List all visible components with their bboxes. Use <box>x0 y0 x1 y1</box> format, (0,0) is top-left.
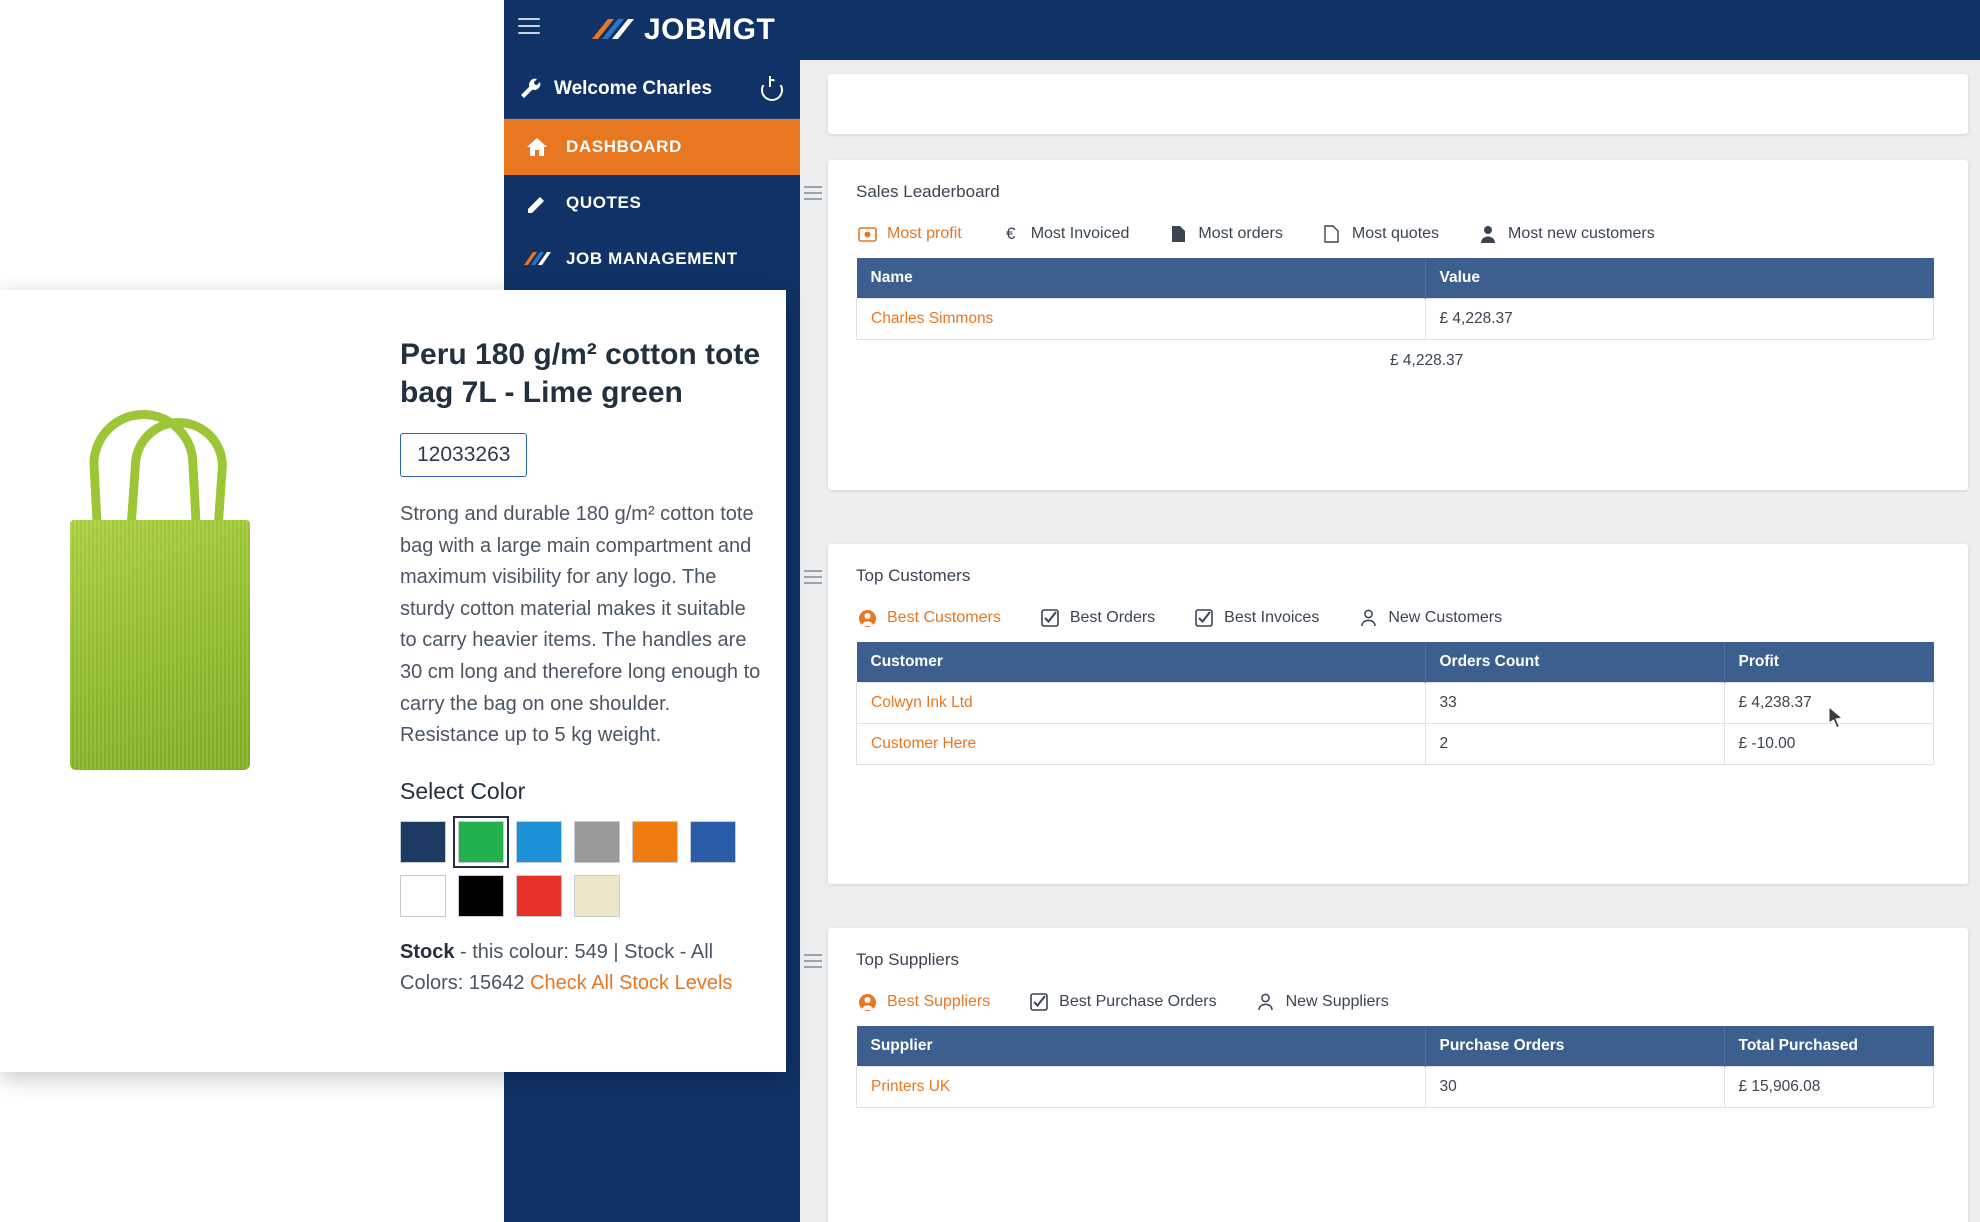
table-header-row <box>857 1026 1934 1067</box>
welcome-text: Welcome Charles <box>554 78 713 99</box>
euro-icon: € <box>1005 224 1016 243</box>
sidebar-item-label: QUOTES <box>566 193 642 212</box>
drag-handle[interactable] <box>804 570 822 584</box>
tab-label: Most new customers <box>1508 225 1655 242</box>
person-icon <box>1477 224 1499 244</box>
column-header: Value <box>1425 258 1934 299</box>
tab-list <box>828 586 1968 642</box>
drag-handle[interactable] <box>804 186 822 200</box>
home-icon <box>520 137 554 157</box>
card-top-customers <box>828 544 1968 884</box>
column-header: Total Purchased <box>1724 1026 1934 1067</box>
top-blank-panel <box>828 74 1968 134</box>
cell-name[interactable]: Charles Simmons <box>857 299 1426 340</box>
color-swatch-navy[interactable] <box>400 821 446 863</box>
check-stock-levels-link[interactable]: Check All Stock Levels <box>530 971 733 994</box>
color-swatch-royal-blue[interactable] <box>690 821 736 863</box>
welcome-row <box>504 60 800 119</box>
product-info <box>400 336 766 999</box>
check-square-icon <box>1028 992 1050 1012</box>
jobmgt-logo-icon <box>520 249 554 269</box>
wrench-icon <box>518 77 544 101</box>
sidebar-item-job-management[interactable] <box>504 231 800 287</box>
color-swatch-row-2 <box>400 875 766 917</box>
tab-most-new-customers[interactable] <box>1477 224 1655 244</box>
cell-purchase-orders: 30 <box>1425 1067 1724 1108</box>
tab-label: New Suppliers <box>1285 993 1389 1010</box>
drag-handle[interactable] <box>804 954 822 968</box>
top-customers-table <box>856 642 1934 765</box>
check-square-icon <box>1039 608 1061 628</box>
tab-new-suppliers[interactable] <box>1255 992 1389 1012</box>
column-header: Name <box>857 258 1426 299</box>
tab-best-purchase-orders[interactable] <box>1028 992 1216 1012</box>
product-image <box>20 330 380 1030</box>
color-swatch-green[interactable] <box>458 821 504 863</box>
tab-label: Best Customers <box>887 609 1001 626</box>
product-description: Strong and durable 180 g/m² cotton tote bag with a large main compartment and maximum visibility for any logo. The sturdy cotton material makes it suitable to carry heavier items. The handles are 30 cm long and therefore long enough to carry the bag on one shoulder. Resistance up to 5 kg weight. <box>400 503 761 747</box>
column-header: Orders Count <box>1425 642 1724 683</box>
color-swatch-cream[interactable] <box>574 875 620 917</box>
check-square-icon <box>1193 608 1215 628</box>
table-header-row <box>857 258 1934 299</box>
sidebar-item-label: DASHBOARD <box>566 137 682 156</box>
column-header: Purchase Orders <box>1425 1026 1724 1067</box>
stock-label: Stock <box>400 940 455 963</box>
mouse-cursor <box>1828 706 1846 730</box>
tab-most-profit[interactable] <box>856 224 962 244</box>
product-sku: 12033263 <box>400 433 527 477</box>
hamburger-icon[interactable] <box>518 18 542 40</box>
sidebar-item-dashboard[interactable] <box>504 119 800 175</box>
user-circle-icon <box>856 992 878 1012</box>
tab-label: Best Suppliers <box>887 993 991 1010</box>
tab-most-orders[interactable] <box>1167 224 1282 244</box>
cell-profit: £ 4,238.37 <box>1724 683 1934 724</box>
table-row <box>857 299 1934 340</box>
column-header: Supplier <box>857 1026 1426 1067</box>
document-icon <box>1167 224 1189 244</box>
column-header: Customer <box>857 642 1426 683</box>
tab-new-customers[interactable] <box>1357 608 1502 628</box>
color-swatch-red[interactable] <box>516 875 562 917</box>
tab-label: Best Invoices <box>1224 609 1320 626</box>
card-title: Top Customers <box>856 566 971 585</box>
color-swatch-row-1 <box>400 821 766 863</box>
cell-value: £ 4,228.37 <box>1425 299 1934 340</box>
product-detail-card <box>0 290 786 1072</box>
user-circle-icon <box>856 608 878 628</box>
cell-customer[interactable]: Customer Here <box>857 724 1426 765</box>
power-icon[interactable] <box>760 76 782 98</box>
card-title: Top Suppliers <box>856 950 960 969</box>
table-row <box>857 724 1934 765</box>
tab-label: Most profit <box>887 225 962 242</box>
table-row <box>857 683 1934 724</box>
cell-customer[interactable]: Colwyn Ink Ltd <box>857 683 1426 724</box>
tab-best-suppliers[interactable] <box>856 992 990 1012</box>
table-total: £ 4,228.37 <box>1390 352 1464 369</box>
color-swatch-orange[interactable] <box>632 821 678 863</box>
cell-total-purchased: £ 15,906.08 <box>1724 1067 1934 1108</box>
tab-list <box>828 202 1968 258</box>
card-title: Sales Leaderboard <box>856 182 1000 201</box>
tab-best-invoices[interactable] <box>1193 608 1319 628</box>
product-title: Peru 180 g/m² cotton tote bag 7L - Lime green <box>400 338 761 409</box>
sidebar-item-quotes[interactable] <box>504 175 800 231</box>
tab-label: New Customers <box>1388 609 1503 626</box>
tab-most-invoiced[interactable] <box>1000 224 1130 244</box>
pencil-icon <box>520 193 554 213</box>
table-header-row <box>857 642 1934 683</box>
stock-info <box>400 937 766 999</box>
column-header: Profit <box>1724 642 1934 683</box>
select-color-label: Select Color <box>400 777 526 804</box>
tab-most-quotes[interactable] <box>1321 224 1439 244</box>
tab-label: Best Orders <box>1069 609 1156 626</box>
tab-best-orders[interactable] <box>1039 608 1155 628</box>
page-icon <box>1321 224 1343 244</box>
stock-text: - this colour: 549 | Stock - All Colors: 15642 <box>400 940 714 994</box>
sidebar-item-label: JOB MANAGEMENT <box>566 249 738 268</box>
user-outline-icon <box>1255 992 1277 1012</box>
brand <box>588 6 775 54</box>
brand-text: JOBMGT <box>644 13 776 46</box>
color-swatch-white[interactable] <box>400 875 446 917</box>
top-bar <box>504 0 1980 60</box>
color-swatch-black[interactable] <box>458 875 504 917</box>
color-swatch-light-blue[interactable] <box>516 821 562 863</box>
money-icon <box>856 224 878 244</box>
color-swatch-grey[interactable] <box>574 821 620 863</box>
jobmgt-logo-icon <box>588 13 640 47</box>
tab-label: Most Invoiced <box>1030 225 1130 242</box>
dashboard-content <box>800 60 1980 1222</box>
tab-label: Best Purchase Orders <box>1059 993 1217 1010</box>
table-row <box>857 1067 1934 1108</box>
cell-orders-count: 2 <box>1425 724 1724 765</box>
cell-orders-count: 33 <box>1425 683 1724 724</box>
tote-bag-graphic <box>70 520 250 770</box>
tab-label: Most quotes <box>1351 225 1440 242</box>
card-top-suppliers <box>828 928 1968 1222</box>
user-outline-icon <box>1357 608 1379 628</box>
sales-leaderboard-table <box>856 258 1934 340</box>
tab-label: Most orders <box>1198 225 1283 242</box>
top-suppliers-table <box>856 1026 1934 1108</box>
cell-supplier[interactable]: Printers UK <box>857 1067 1426 1108</box>
card-sales-leaderboard <box>828 160 1968 490</box>
tab-list <box>828 970 1968 1026</box>
cell-profit: £ -10.00 <box>1724 724 1934 765</box>
tab-best-customers[interactable] <box>856 608 1001 628</box>
